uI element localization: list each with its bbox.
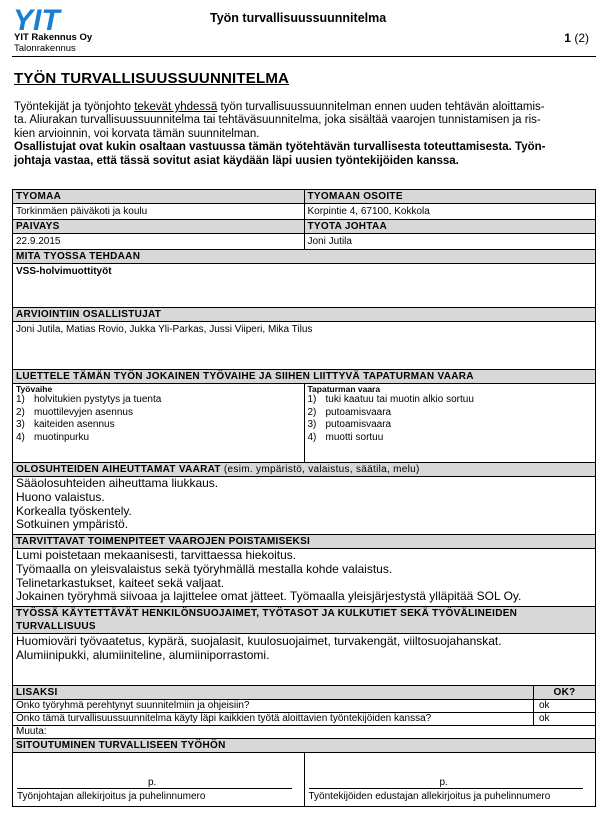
page-current: 1: [564, 31, 571, 45]
tyovaihe-num: 2): [16, 406, 25, 418]
safety-form: [12, 189, 596, 807]
olo-label-hint: (esim. ympäristö, valaistus, säätila, melu): [220, 464, 420, 475]
suoja-line: Huomioväri työvaatetus, kypärä, suojalasit, kuulosuojaimet, turvakengät, viiltosuojahanskat.: [16, 634, 502, 648]
intro-bold2: johtaja vastaa, että tässä sovitut asiat käydään läpi uusien työntekijöiden kanssa.: [14, 154, 459, 167]
signature-caption: Työntekijöiden edustajan allekirjoitus ja puhelinnumero: [308, 791, 551, 802]
tyovaihe-label: Työvaihe: [16, 384, 53, 394]
tyovaihe-item[interactable]: [13, 394, 304, 407]
muuta-field[interactable]: Muuta:: [16, 726, 47, 737]
tyovaihe-item[interactable]: [13, 407, 304, 420]
tapaturma-label: Tapaturman vaara: [307, 384, 381, 394]
suoja-label-line1: TYÖSSÄ KÄYTETTÄVÄT HENKILÖNSUOJAIMET, TYÖTASOT JA KULKUTIET SEKÄ TYÖVÄLINEIDEN: [16, 608, 518, 619]
page-number: [564, 31, 589, 45]
intro-bold1: Osallistujat ovat kukin osaltaan vastuussa tämän työtehtävän turvallisesta toteuttamisesta. Työn-: [14, 141, 546, 154]
toimen-line: Lumi poistetaan mekaanisesti, tarvittaessa hiekoitus.: [16, 548, 297, 562]
vaara-text: putoamisvaara: [325, 419, 392, 430]
paivays-label: PAIVAYS: [13, 220, 304, 233]
paivays-field[interactable]: 22.9.2015: [16, 236, 61, 247]
lisaksi-question: Onko tämä turvallisuussuunnitelma käyty läpi kaikkien työtä aloittavien työntekijöiden kanssa?: [16, 713, 432, 724]
toimen-field[interactable]: [13, 549, 595, 606]
signature-caption: Työnjohtajan allekirjoitus ja puhelinnumero: [17, 791, 206, 802]
suoja-label: [13, 607, 595, 634]
sig-p: p.: [148, 777, 157, 788]
header-divider: [12, 56, 596, 57]
lisaksi-label: LISAKSI: [13, 686, 533, 699]
vaara-text: tuki kaatuu tai muotin alkio sortuu: [325, 394, 474, 405]
tyovaihe-num: 4): [16, 431, 25, 443]
olo-line: Sääolosuhteiden aiheuttama liukkaus.: [16, 476, 219, 490]
olo-label-text: OLOSUHTEIDEN AIHEUTTAMAT VAARAT: [16, 464, 221, 475]
paivays-label-row: [13, 220, 595, 234]
main-title: TYÖN TURVALLISUUSSUUNNITELMA: [14, 70, 290, 87]
vaara-num: 4): [307, 431, 317, 443]
olo-field[interactable]: [13, 477, 595, 534]
vaara-item[interactable]: [305, 407, 596, 420]
vaiheet-label: LUETTELE TÄMÄN TYÖN JOKAINEN TYÖVAIHE JA SIIHEN LIITTYVÄ TAPATURMAN VAARA: [13, 370, 595, 384]
olo-line: Korkealla työskentely.: [16, 503, 132, 518]
yit-logo: [13, 6, 91, 32]
vaiheet-row: [13, 384, 595, 463]
paivays-value-row: [13, 234, 595, 250]
signature-area: [13, 753, 595, 806]
suoja-field[interactable]: [13, 634, 595, 685]
intro-part1: Työntekijät ja työnjohto: [14, 101, 135, 113]
sitou-label: SITOUTUMINEN TURVALLISEEN TYÖHÖN: [13, 739, 595, 753]
page-total: (2): [574, 31, 589, 45]
lisaksi-label-row: [13, 686, 595, 700]
arvio-field[interactable]: Joni Jutila, Matias Rovio, Jukka Yli-Parkas, Jussi Viiperi, Mika Tilus: [16, 324, 313, 335]
toimen-row: [13, 549, 595, 607]
signature-supervisor[interactable]: [13, 753, 304, 806]
lisaksi-row: [13, 700, 595, 713]
document-title: Työn turvallisuussuunnitelma: [210, 11, 387, 25]
vaara-num: 2): [307, 406, 317, 418]
vaara-item[interactable]: [305, 394, 596, 407]
toimen-line: Telinetarkastukset, kaiteet sekä valjaat.: [16, 575, 225, 590]
suoja-line: Alumiinipukki, alumiiniteline, alumiiniporrastomi.: [16, 647, 270, 662]
signature-line: [17, 788, 292, 789]
svg-text:YIT: YIT: [13, 6, 60, 32]
tyomaa-label: TYOMAA: [13, 190, 304, 203]
intro-part2: työn turvallisuussuunnitelman ennen uuden tehtävän aloittamis-: [217, 101, 545, 113]
olo-label: [13, 463, 595, 477]
signature-worker-rep[interactable]: [304, 753, 596, 806]
osoite-field[interactable]: Korpintie 4, 67100, Kokkola: [304, 204, 596, 219]
page-header: [0, 0, 601, 60]
signature-line: [309, 788, 584, 789]
tyovaihe-text: kaiteiden asennus: [34, 419, 115, 430]
lisaksi-answer[interactable]: ok: [533, 713, 595, 725]
vaara-column: [304, 384, 596, 462]
intro-text: [14, 101, 594, 168]
osoite-label: TYOMAAN OSOITE: [304, 190, 596, 203]
arvio-row: [13, 322, 595, 370]
tyovaihe-item[interactable]: [13, 419, 304, 432]
olo-line: Huono valaistus.: [16, 489, 105, 504]
company-name: YIT Rakennus Oy: [14, 32, 93, 43]
tyovaihe-num: 3): [16, 419, 25, 430]
tyovaihe-text: muotinpurku: [34, 431, 90, 443]
tyovaihe-column: [13, 384, 304, 462]
lisaksi-row: [13, 713, 595, 726]
suoja-row: [13, 634, 595, 686]
tyovaihe-item[interactable]: [13, 432, 304, 445]
johtaja-label: TYOTA JOHTAA: [304, 220, 596, 233]
arvio-label: ARVIOINTIIN OSALLISTUJAT: [13, 308, 595, 322]
tyomaa-value-row: [13, 204, 595, 220]
sig-p: p.: [439, 777, 448, 788]
vaara-item[interactable]: [305, 432, 596, 445]
tyomaa-label-row: [13, 190, 595, 204]
intro-line3: kien arvioinnin, voi korvata tämän suunnitelman.: [14, 127, 260, 140]
vaara-text: putoamisvaara: [325, 406, 392, 418]
toimen-line: Jokainen työryhmä siivoaa ja lajittelee omat jätteet. Työmaalla yleisjärjestystä ylläpitää SOL Oy.: [16, 589, 522, 604]
vaara-num: 3): [307, 419, 317, 430]
vaara-item[interactable]: [305, 419, 596, 432]
intro-line2: ta. Aliurakan turvallisuussuunnitelma tai tehtäväsuunnitelma, joka sisältää vaarojen tunnistamisen ja ris-: [14, 114, 541, 127]
vaara-num: 1): [307, 394, 317, 405]
toimen-line: Työmaalla on yleisvalaistus sekä työryhmällä mestalla kohde valaistus.: [16, 561, 393, 576]
ok-label: OK?: [533, 686, 595, 699]
intro-underlined: tekevät yhdessä: [134, 101, 218, 113]
tyovaihe-num: 1): [16, 394, 25, 405]
vaara-text: muotti sortuu: [325, 431, 384, 443]
tyovaihe-text: holvitukien pystytys ja tuenta: [34, 394, 162, 405]
division-name: Talonrakennus: [14, 43, 76, 54]
suoja-label-line2: TURVALLISUUS: [16, 621, 96, 632]
tyomaa-field[interactable]: Torkinmäen päiväkoti ja koulu: [16, 206, 148, 217]
muuta-row: [13, 726, 595, 739]
olo-line: Sotkuinen ympäristö.: [16, 517, 129, 532]
tyovaihe-text: muottilevyjen asennus: [34, 406, 133, 418]
olo-row: [13, 477, 595, 535]
mita-row: [13, 264, 595, 308]
lisaksi-answer[interactable]: ok: [533, 700, 595, 712]
johtaja-field[interactable]: Joni Jutila: [304, 234, 596, 249]
mita-label: MITA TYOSSA TEHDAAN: [13, 250, 595, 264]
toimen-label: TARVITTAVAT TOIMENPITEET VAAROJEN POISTAMISEKSI: [13, 535, 595, 549]
lisaksi-question: Onko työryhmä perehtynyt suunnitelmiin ja ohjeisiin?: [16, 700, 250, 711]
mita-field[interactable]: VSS-holvimuottityöt: [16, 266, 112, 277]
